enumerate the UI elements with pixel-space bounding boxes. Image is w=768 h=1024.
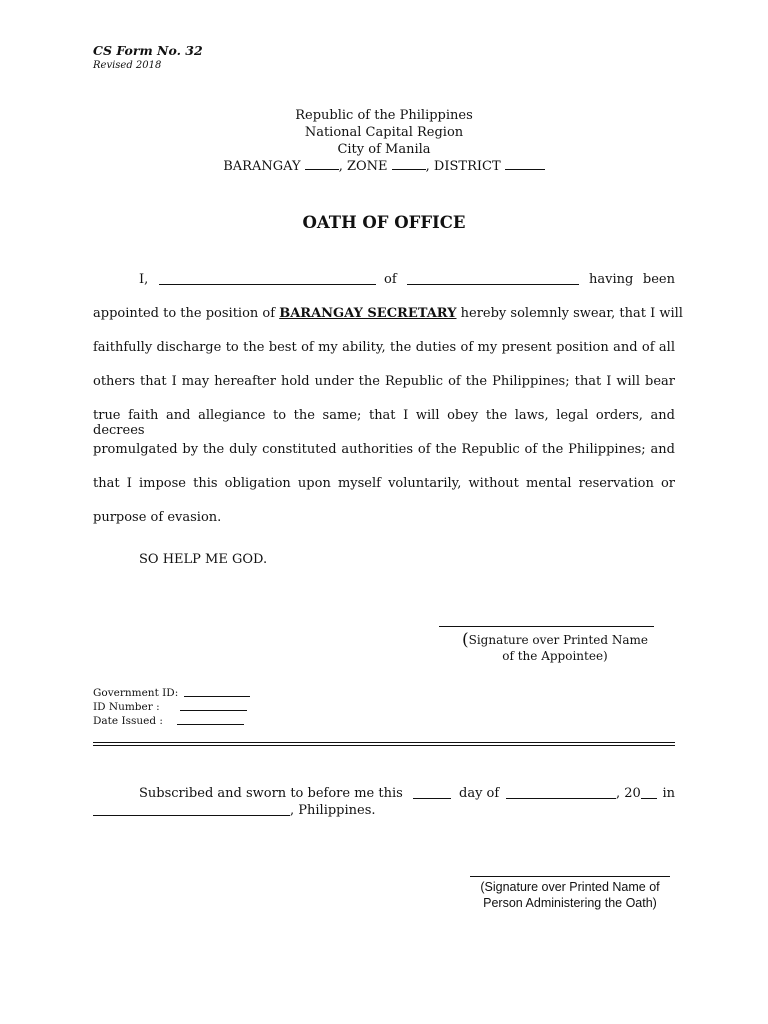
oath-of-label: of [384, 272, 397, 287]
header-republic: Republic of the Philippines [295, 108, 473, 123]
oath-line-2-pre: appointed to the position of [93, 306, 276, 321]
jurat-pre: Subscribed and sworn to before me this [139, 786, 403, 801]
id-details [93, 686, 178, 728]
jurat-year-blank[interactable] [641, 798, 657, 799]
government-id-row [93, 686, 178, 700]
id-number-label: ID Number : [93, 701, 160, 713]
document-header [0, 107, 768, 175]
oath-line-7: that I impose this obligation upon myself voluntarily, without mental reservation or [93, 476, 675, 491]
administrator-signature-label [460, 879, 680, 911]
oath-line-6: promulgated by the duly constituted authorities of the Republic of the Philippines; and [93, 442, 675, 457]
id-number-blank[interactable] [180, 700, 247, 711]
appointee-signature-paren: ( [461, 630, 469, 650]
section-divider-top [93, 742, 675, 743]
form-number: CS Form No. 32 [93, 43, 203, 58]
oath-line-3: faithfully discharge to the best of my ability, the duties of my present position and of all [93, 340, 675, 355]
appointee-signature-text-1: Signature over Printed Name [468, 633, 649, 647]
zone-blank[interactable] [392, 158, 426, 170]
oath-line-5: true faith and allegiance to the same; that I will obey the laws, legal orders, and decrees [93, 408, 675, 438]
date-issued-blank[interactable] [177, 714, 244, 725]
barangay-blank[interactable] [305, 158, 339, 170]
jurat-philippines: , Philippines. [290, 803, 376, 818]
district-label: , DISTRICT [425, 159, 501, 174]
jurat-year-prefix: , 20 [616, 786, 641, 801]
oath-closing: SO HELP ME GOD. [139, 552, 268, 567]
government-id-blank[interactable] [184, 686, 250, 697]
oath-i-label: I, [139, 272, 149, 287]
administrator-signature-label-line-2: Person Administering the Oath) [483, 896, 657, 910]
appointee-name-blank[interactable] [159, 284, 376, 285]
oath-having-been: having been [589, 272, 675, 287]
government-id-label: Government ID: [93, 687, 179, 699]
header-barangay-line [0, 158, 768, 175]
jurat-in: in [662, 786, 675, 801]
date-issued-label: Date Issued : [93, 715, 163, 727]
id-number-row [93, 700, 178, 714]
jurat-day-blank[interactable] [413, 798, 451, 799]
appointee-signature-label [440, 632, 670, 664]
barangay-label: BARANGAY [223, 159, 301, 174]
administrator-signature-label-line-1: (Signature over Printed Name of [480, 880, 660, 894]
position-title: BARANGAY SECRETARY [279, 306, 457, 321]
district-blank[interactable] [505, 158, 545, 170]
oath-line-2-post: hereby solemnly swear, that I will [460, 306, 683, 321]
appointee-signature-line[interactable] [439, 626, 654, 627]
oath-line-4: others that I may hereafter hold under the Republic of the Philippines; that I will bear [93, 374, 675, 389]
jurat-day-of: day of [459, 786, 500, 801]
appointee-signature-label-line-1 [440, 632, 670, 648]
date-issued-row [93, 714, 178, 728]
header-region: National Capital Region [304, 125, 464, 140]
oath-line-8: purpose of evasion. [93, 510, 222, 525]
form-revision: Revised 2018 [93, 60, 162, 71]
appointee-address-blank[interactable] [407, 284, 579, 285]
header-city: City of Manila [337, 142, 431, 157]
section-divider-bottom [93, 745, 675, 746]
oath-line-2 [93, 306, 683, 321]
jurat-place-blank[interactable] [93, 815, 290, 816]
document-title: OATH OF OFFICE [302, 213, 466, 232]
appointee-signature-label-line-2: of the Appointee) [502, 649, 608, 663]
administrator-signature-line[interactable] [470, 876, 670, 877]
zone-label: , ZONE [338, 159, 388, 174]
jurat-month-blank[interactable] [506, 798, 616, 799]
